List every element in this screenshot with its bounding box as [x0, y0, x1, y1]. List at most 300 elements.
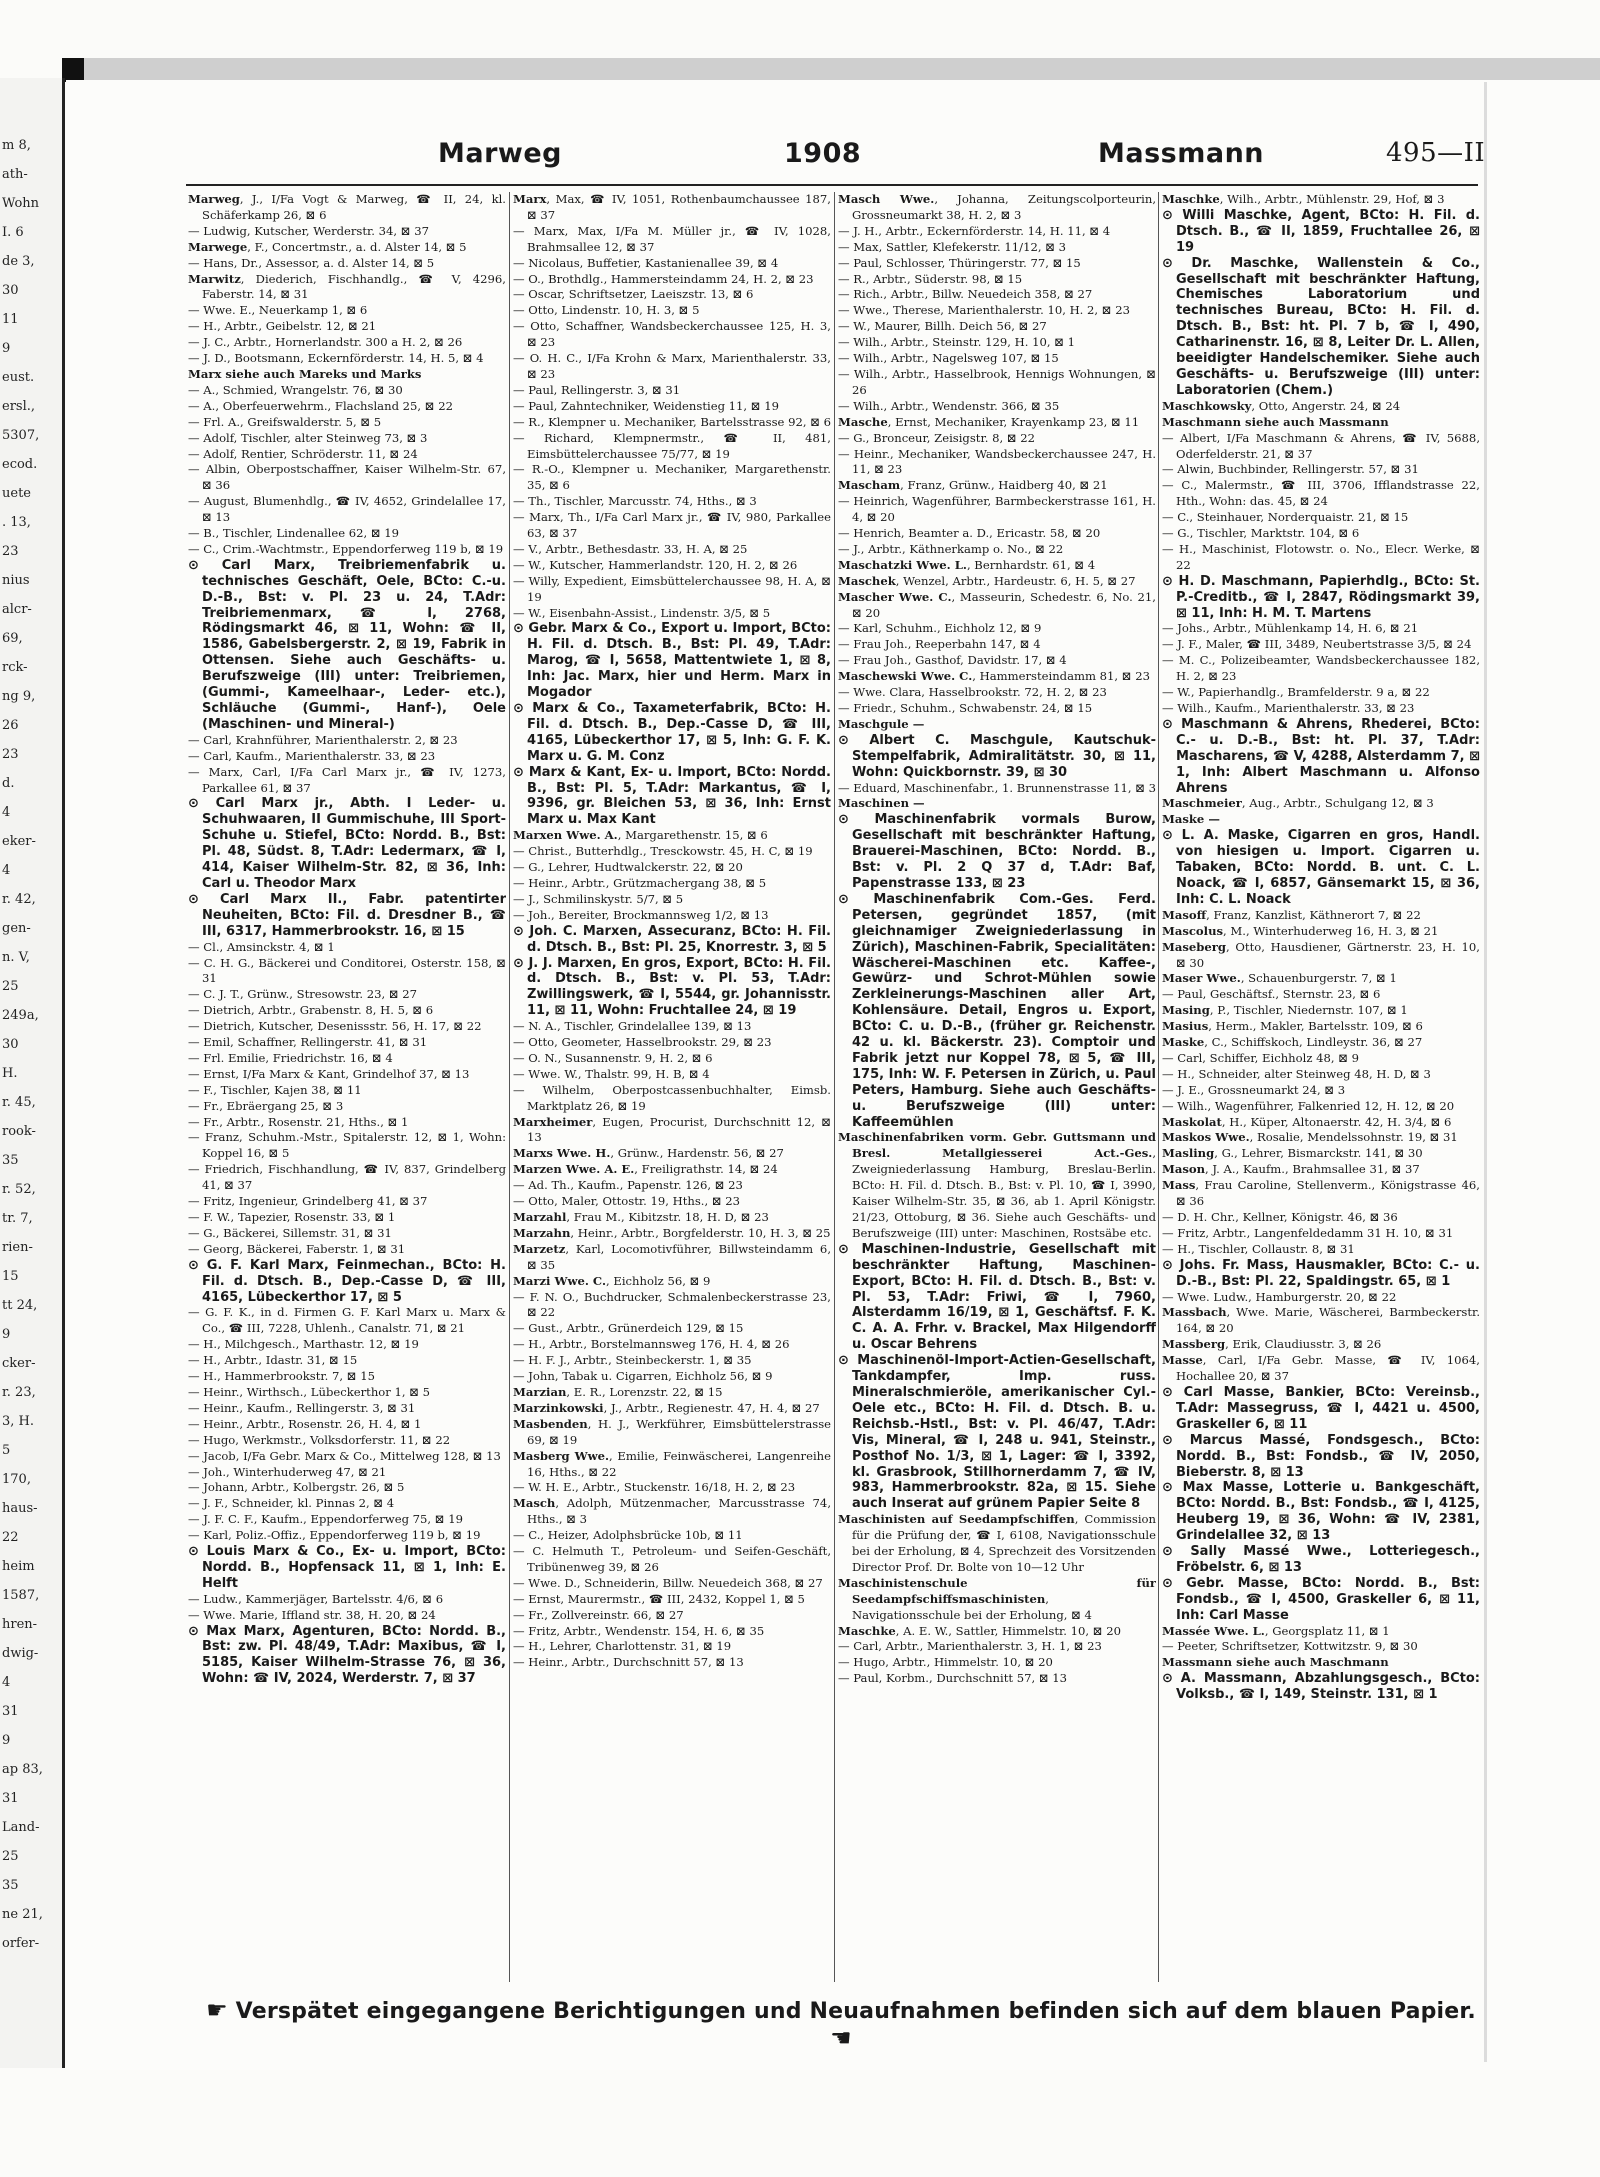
- directory-entry: — W., Kutscher, Hammerlandstr. 120, H. 2, ⊠ 26: [513, 557, 798, 572]
- directory-entry: — Peeter, Schriftsetzer, Kottwitzstr. 9, ⊠ 30: [1162, 1639, 1418, 1654]
- directory-entry: ⊙ A. Massmann, Abzahlungsgesch., BCto: Volksb., ☎ I, 149, Steinstr. 131, ⊠ 1: [1162, 1671, 1480, 1703]
- directory-entry: — Henrich, Beamter a. D., Ericastr. 58, ⊠ 20: [838, 526, 1101, 541]
- prev-page-fragment: gen-: [2, 921, 31, 936]
- column-divider: [834, 192, 835, 1982]
- running-head-first-entry: Marweg: [438, 138, 562, 169]
- page-edge-shadow: [1484, 82, 1487, 2062]
- directory-entry: — W., Maurer, Billh. Deich 56, ⊠ 27: [838, 319, 1047, 334]
- directory-entry: — H., Arbtr., Borstelmannsweg 176, H. 4, ⊠ 26: [513, 1337, 790, 1352]
- prev-page-fragment: 22: [2, 1530, 19, 1545]
- directory-entry: — Johs., Arbtr., Mühlenkamp 14, H. 6, ⊠ 21: [1162, 621, 1419, 636]
- column-divider: [509, 192, 510, 1982]
- directory-entry: — C., Malermstr., ☎ III, 3706, Ifflandstrasse 22, Hth., Wohn: das. 45, ⊠ 24: [1162, 478, 1480, 509]
- directory-entry: — N. A., Tischler, Grindelallee 139, ⊠ 13: [513, 1019, 752, 1034]
- prev-page-fragment: r. 45,: [2, 1095, 36, 1110]
- directory-entry: — August, Blumenhdlg., ☎ IV, 4652, Grindelallee 17, ⊠ 13: [188, 494, 506, 525]
- directory-entry: — Oscar, Schriftsetzer, Laeiszstr. 13, ⊠ 6: [513, 287, 754, 302]
- directory-entry: — Frl. A., Greifswalderstr. 5, ⊠ 5: [188, 414, 382, 429]
- directory-entry: — H., Lehrer, Charlottenstr. 31, ⊠ 19: [513, 1639, 732, 1654]
- directory-entry: — Wwe. W., Thalstr. 99, H. B, ⊠ 4: [513, 1066, 710, 1081]
- prev-page-fragment: 249a,: [2, 1008, 39, 1023]
- directory-entry: — Otto, Schaffner, Wandsbeckerchaussee 125, H. 3, ⊠ 23: [513, 319, 831, 350]
- prev-page-fragment: rck-: [2, 660, 28, 675]
- directory-entry: — Adolf, Rentier, Schröderstr. 11, ⊠ 24: [188, 446, 418, 461]
- directory-entry: — J., Arbtr., Käthnerkamp o. No., ⊠ 22: [838, 541, 1064, 556]
- directory-entry: — John, Tabak u. Cigarren, Eichholz 56, ⊠ 9: [513, 1369, 773, 1384]
- directory-entry: Maske —: [1162, 812, 1220, 827]
- directory-entry: — Paul, Zahntechniker, Weidenstieg 11, ⊠ 19: [513, 398, 779, 413]
- directory-entry: ⊙ Marx & Co., Taxameterfabrik, BCto: H. Fil. d. Dtsch. B., Dep.-Casse D, ☎ III, 4165, Lübeckerthor 17, ⊠ 5, Inh: G. F. K. Marx u. G. M. Conz: [513, 701, 831, 764]
- prev-page-fragment: Wohn: [2, 196, 40, 211]
- directory-entry: — Adolf, Tischler, alter Steinweg 73, ⊠ 3: [188, 430, 428, 445]
- directory-entry: Marx siehe auch Mareks und Marks: [188, 366, 422, 381]
- scan-corner-mark: [62, 58, 84, 82]
- directory-entry: — Ludwig, Kutscher, Werderstr. 34, ⊠ 37: [188, 223, 429, 238]
- directory-entry: Marzinkowski, J., Arbtr., Regienestr. 47, H. 4, ⊠ 27: [513, 1400, 820, 1415]
- directory-entry: — Fr., Ebräergang 25, ⊠ 3: [188, 1098, 344, 1113]
- directory-entry: — J., Schmilinskystr. 5/7, ⊠ 5: [513, 891, 684, 906]
- directory-entry: — Jacob, I/Fa Gebr. Marx & Co., Mittelweg 128, ⊠ 13: [188, 1448, 501, 1463]
- directory-entry: Marzahl, Frau M., Kibitzstr. 18, H. D, ⊠ 23: [513, 1210, 769, 1224]
- directory-entry: — Wilh., Arbtr., Hasselbrook, Hennigs Wohnungen, ⊠ 26: [838, 366, 1156, 397]
- directory-entry: — Joh., Winterhuderweg 47, ⊠ 21: [188, 1464, 387, 1479]
- directory-entry: — Frl. Emilie, Friedrichstr. 16, ⊠ 4: [188, 1050, 393, 1065]
- prev-page-fragment: nius: [2, 573, 30, 588]
- directory-entry: ⊙ Dr. Maschke, Wallenstein & Co., Gesellschaft mit beschränkter Haftung, Chemisches Laboratorium und technisches Bureau, BCto: H. Fil. d. Dtsch. B., Bst: ht. Pl. 7 b, ☎ I, 490, Catharinenstr. 16, ⊠ 8, Leiter Dr. L. Allen, beeidigter Handelschemiker. Siehe auch Geschäfts- u. Berufszweige (III) unter: Laboratorien (Chem.): [1162, 255, 1480, 398]
- directory-entry: — G., Bäckerei, Sillemstr. 31, ⊠ 31: [188, 1225, 392, 1240]
- directory-entry: Maschewski Wwe. C., Hammersteindamm 81, ⊠ 23: [838, 669, 1150, 684]
- directory-entry: ⊙ Willi Maschke, Agent, BCto: H. Fil. d. Dtsch. B., ☎ II, 1859, Fruchtallee 26, ⊠ 19: [1162, 207, 1480, 255]
- directory-entry: — Wilh., Kaufm., Marienthalerstr. 33, ⊠ 23: [1162, 701, 1415, 715]
- directory-entry: — G., Tischler, Marktstr. 104, ⊠ 6: [1162, 526, 1360, 541]
- directory-entry: — H., Tischler, Collaustr. 8, ⊠ 31: [1162, 1241, 1355, 1256]
- directory-entry: ⊙ Sally Massé Wwe., Lotteriegesch., Fröbelstr. 6, ⊠ 13: [1162, 1544, 1480, 1575]
- prev-page-fragment: rien-: [2, 1240, 33, 1255]
- previous-page-edge: [0, 78, 65, 2068]
- directory-entry: — J. E., Grossneumarkt 24, ⊠ 3: [1162, 1082, 1346, 1097]
- directory-entry: Maschatzki Wwe. L., Bernhardstr. 61, ⊠ 4: [838, 557, 1096, 572]
- prev-page-fragment: ap 83,: [2, 1762, 43, 1777]
- directory-entry: — C., Steinhauer, Norderquaistr. 21, ⊠ 15: [1162, 510, 1409, 525]
- prev-page-fragment: hren-: [2, 1617, 38, 1632]
- prev-page-fragment: heim: [2, 1559, 35, 1574]
- directory-entry: — J. C., Arbtr., Hornerlandstr. 300 a H. 2, ⊠ 26: [188, 335, 463, 350]
- directory-column-4: [1162, 192, 1480, 1982]
- directory-entry: — Otto, Lindenstr. 10, H. 3, ⊠ 5: [513, 303, 700, 318]
- directory-entry: — C., Heizer, Adolphsbrücke 10b, ⊠ 11: [513, 1528, 743, 1543]
- directory-entry: — B., Tischler, Lindenallee 62, ⊠ 19: [188, 526, 400, 541]
- directory-entry: — Marx, Max, I/Fa M. Müller jr., ☎ IV, 1028, Brahmsallee 12, ⊠ 37: [513, 223, 831, 254]
- directory-entry: Marzian, E. R., Lorenzstr. 22, ⊠ 15: [513, 1384, 723, 1399]
- pointing-hand-icon: ☚: [830, 2024, 852, 2052]
- directory-entry: Masch Wwe., Johanna, Zeitungscolporteurin, Grossneumarkt 38, H. 2, ⊠ 3: [838, 192, 1156, 222]
- directory-entry: — Franz, Schuhm.-Mstr., Spitalerstr. 12, ⊠ 1, Wohn: Koppel 16, ⊠ 5: [188, 1130, 506, 1161]
- prev-page-fragment: 30: [2, 1037, 19, 1052]
- directory-entry: — Albert, I/Fa Maschmann & Ahrens, ☎ IV, 5688, Oderfelderstr. 21, ⊠ 37: [1162, 430, 1480, 461]
- directory-entry: — Wwe. D., Schneiderin, Billw. Neuedeich 368, ⊠ 27: [513, 1575, 823, 1590]
- directory-entry: — Dietrich, Kutscher, Desenissstr. 56, H. 17, ⊠ 22: [188, 1019, 482, 1034]
- running-head-last-entry: Massmann: [1098, 138, 1265, 169]
- directory-entry: Masius, Herm., Makler, Bartelsstr. 109, ⊠ 6: [1162, 1019, 1423, 1034]
- directory-entry: — H., Arbtr., Idastr. 31, ⊠ 15: [188, 1353, 358, 1368]
- directory-entry: ⊙ G. F. Karl Marx, Feinmechan., BCto: H. Fil. d. Dtsch. B., Dep.-Casse D, ☎ III, 4165, Lübeckerthor 17, ⊠ 5: [188, 1257, 506, 1305]
- prev-page-fragment: ne 21,: [2, 1907, 43, 1922]
- directory-entry: — Wwe. E., Neuerkamp 1, ⊠ 6: [188, 303, 368, 318]
- directory-entry: — A., Schmied, Wrangelstr. 76, ⊠ 30: [188, 382, 403, 397]
- directory-entry: Masch, Adolph, Mützenmacher, Marcusstrasse 74, Hths., ⊠ 3: [513, 1496, 831, 1527]
- directory-entry: — M. C., Polizeibeamter, Wandsbeckerchaussee 182, H. 2, ⊠ 23: [1162, 653, 1480, 684]
- directory-entry: — Karl, Poliz.-Offiz., Eppendorferweg 119 b, ⊠ 19: [188, 1528, 481, 1543]
- directory-entry: Maskos Wwe., Rosalie, Mendelssohnstr. 19, ⊠ 31: [1162, 1130, 1458, 1145]
- directory-entry: Marzetz, Karl, Locomotivführer, Billwsteindamm 6, ⊠ 35: [513, 1241, 831, 1272]
- footer-notice: [196, 1996, 1486, 2052]
- directory-entry: Masse, Carl, I/Fa Gebr. Masse, ☎ IV, 1064, Hochallee 20, ⊠ 37: [1162, 1353, 1480, 1384]
- directory-entry: Maschke, Wilh., Arbtr., Mühlenstr. 29, Hof, ⊠ 3: [1162, 192, 1445, 206]
- directory-entry: — Heinr., Mechaniker, Wandsbeckerchaussee 247, H. 11, ⊠ 23: [838, 446, 1156, 477]
- prev-page-fragment: 1587,: [2, 1588, 40, 1603]
- prev-page-fragment: 11: [2, 312, 19, 327]
- prev-page-fragment: ersl.,: [2, 399, 36, 414]
- directory-entry: — Heinr., Arbtr., Durchschnitt 57, ⊠ 13: [513, 1655, 744, 1670]
- directory-entry: — Gust., Arbtr., Grünerdeich 129, ⊠ 15: [513, 1321, 744, 1336]
- directory-entry: Masche, Ernst, Mechaniker, Krayenkamp 23, ⊠ 11: [838, 414, 1140, 429]
- prev-page-fragment: 31: [2, 1791, 19, 1806]
- prev-page-fragment: r. 52,: [2, 1182, 36, 1197]
- directory-entry: Marx, Max, ☎ IV, 1051, Rothenbaumchaussee 187, ⊠ 37: [513, 192, 831, 222]
- directory-entry: ⊙ Carl Marx II., Fabr. patentirter Neuheiten, BCto: Fil. d. Dresdner B., ☎ III, 6317, Hammerbrookstr. 16, ⊠ 15: [188, 891, 506, 939]
- directory-entry: — Marx, Carl, I/Fa Carl Marx jr., ☎ IV, 1273, Parkallee 61, ⊠ 37: [188, 764, 506, 795]
- directory-entry: — G., Bronceur, Zeisigstr. 8, ⊠ 22: [838, 430, 1036, 445]
- directory-entry: — Th., Tischler, Marcusstr. 74, Hths., ⊠ 3: [513, 494, 757, 509]
- directory-entry: — Christ., Butterhdlg., Tresckowstr. 45, H. C, ⊠ 19: [513, 844, 813, 859]
- directory-entry: ⊙ Maschinenfabrik Com.-Ges. Ferd. Petersen, gegründet 1857, (mit gleichnamiger Zweigniederlassung in Zürich), Maschinen-Fabrik, Specialitäten: Wäscherei-Maschinen etc. Kaffee-, Gewürz- und Schrot-Mühlen sowie Zerkleinerungs-Maschinen aller Art, Kohlensäure. Detail, Engros u. Export, BCto: C. u. D.-B., (früher gr. Reichenstr. 42 u. kl. Bäckerstr. 23). Comptoir und Fabrik jetzt nur Koppel 78, ⊠ 5, ☎ III, 175, Inh: W. F. Petersen in Zürich, u. Paul Peters, Hamburg. Siehe auch Geschäfts- u. Berufszweige (III) unter: Kaffeemühlen: [838, 891, 1156, 1130]
- directory-entry: — C. J. T., Grünw., Stresowstr. 23, ⊠ 27: [188, 987, 418, 1002]
- directory-entry: Maschinen —: [838, 796, 925, 811]
- directory-entry: — Ad. Th., Kaufm., Papenstr. 126, ⊠ 23: [513, 1178, 743, 1193]
- directory-entry: — W., Eisenbahn-Assist., Lindenstr. 3/5, ⊠ 5: [513, 605, 771, 620]
- directory-entry: Maschmann siehe auch Massmann: [1162, 414, 1389, 429]
- directory-entry: Maschinisten auf Seedampfschiffen, Commission für die Prüfung der, ☎ I, 6108, Navigationsschule bei der Erholung, ⊠ 4, Sprechzeit des Vorsitzenden Director Prof. Dr. Bolte von 10—12 Uhr: [838, 1512, 1156, 1574]
- page-number: 495—II: [1386, 138, 1486, 168]
- prev-page-fragment: m 8,: [2, 138, 31, 153]
- directory-entry: — Otto, Geometer, Hasselbrookstr. 29, ⊠ 23: [513, 1035, 772, 1050]
- directory-entry: — Heinrich, Wagenführer, Barmbeckerstrasse 161, H. 4, ⊠ 20: [838, 494, 1156, 525]
- directory-entry: ⊙ Carl Masse, Bankier, BCto: Vereinsb., T.Adr: Massegruss, ☎ I, 4421 u. 4500, Graskeller 6, ⊠ 11: [1162, 1384, 1480, 1432]
- directory-entry: Maschinistenschule für Seedampfschiffsmaschinisten, Navigationsschule bei der Erholung, ⊠ 4: [838, 1575, 1156, 1622]
- directory-entry: — C., Crim.-Wachtmstr., Eppendorferweg 119 b, ⊠ 19: [188, 541, 504, 556]
- directory-entry: — Emil, Schaffner, Rellingerstr. 41, ⊠ 31: [188, 1035, 428, 1050]
- directory-entry: — Paul, Korbm., Durchschnitt 57, ⊠ 13: [838, 1671, 1067, 1686]
- directory-entry: Mass, Frau Caroline, Stellenverm., Königstrasse 46, ⊠ 36: [1162, 1178, 1480, 1209]
- directory-entry: — Paul, Geschäftsf., Sternstr. 23, ⊠ 6: [1162, 987, 1381, 1002]
- directory-entry: — Hans, Dr., Assessor, a. d. Alster 14, ⊠ 5: [188, 255, 435, 270]
- directory-entry: Marxheimer, Eugen, Procurist, Durchschnitt 12, ⊠ 13: [513, 1114, 831, 1145]
- directory-entry: Marxen Wwe. A., Margarethenstr. 15, ⊠ 6: [513, 828, 768, 843]
- directory-entry: — F. N. O., Buchdrucker, Schmalenbeckerstrasse 23, ⊠ 22: [513, 1289, 831, 1320]
- directory-entry: — Heinr., Kaufm., Rellingerstr. 3, ⊠ 31: [188, 1400, 416, 1415]
- directory-entry: — J. F. C. F., Kaufm., Eppendorferweg 75, ⊠ 19: [188, 1512, 463, 1527]
- directory-entry: — Rich., Arbtr., Billw. Neuedeich 358, ⊠ 27: [838, 287, 1093, 302]
- directory-entry: — Heinr., Arbtr., Grützmachergang 38, ⊠ 5: [513, 875, 767, 890]
- directory-entry: — Friedrich, Fischhandlung, ☎ IV, 837, Grindelberg 41, ⊠ 37: [188, 1162, 506, 1193]
- prev-page-fragment: 3, H.: [2, 1414, 35, 1429]
- directory-entry: ⊙ Carl Marx jr., Abth. I Leder- u. Schuhwaaren, II Gummischuhe, III Sport-Schuhe u. Stiefel, BCto: Nordd. B., Bst: Pl. 48, Südst. 8, T.Adr: Ledermarx, ☎ I, 414, Kaiser Wilhelm-Str. 82, ⊠ 36, Inh: Carl u. Theodor Marx: [188, 796, 506, 891]
- directory-entry: — H., Arbtr., Geibelstr. 12, ⊠ 21: [188, 319, 377, 334]
- directory-entry: — H., Milchgesch., Marthastr. 12, ⊠ 19: [188, 1337, 419, 1352]
- directory-entry: ⊙ Marx & Kant, Ex- u. Import, BCto: Nordd. B., Bst: Pl. 5, T.Adr: Markantus, ☎ I, 9396, gr. Bleichen 53, ⊠ 36, Inh: Ernst Marx u. Max Kant: [513, 764, 831, 828]
- directory-entry: — Wilh., Arbtr., Wendenstr. 366, ⊠ 35: [838, 398, 1060, 413]
- prev-page-fragment: 35: [2, 1153, 19, 1168]
- directory-entry: — O., Brothdlg., Hammersteindamm 24, H. 2, ⊠ 23: [513, 271, 814, 286]
- prev-page-fragment: 69,: [2, 631, 23, 646]
- directory-entry: — Nicolaus, Buffetier, Kastanienallee 39, ⊠ 4: [513, 255, 779, 270]
- directory-entry: — Ernst, I/Fa Marx & Kant, Grindelhof 37, ⊠ 13: [188, 1066, 470, 1081]
- directory-entry: ⊙ Marcus Massé, Fondsgesch., BCto: Nordd. B., Bst: Fondsb., ☎ IV, 2050, Bieberstr. 8, ⊠ 13: [1162, 1432, 1480, 1480]
- directory-entry: Massée Wwe. L., Georgsplatz 11, ⊠ 1: [1162, 1623, 1390, 1638]
- prev-page-fragment: 25: [2, 979, 19, 994]
- prev-page-fragment: 26: [2, 718, 19, 733]
- directory-entry: ⊙ J. J. Marxen, En gros, Export, BCto: H. Fil. d. Dtsch. B., Bst: v. Pl. 53, T.Adr: Zwillingswerk, ☎ I, 5544, gr. Johannisstr. 11, ⊠ 11, Wohn: Fruchtallee 24, ⊠ 19: [513, 955, 831, 1019]
- directory-entry: ⊙ Albert C. Maschgule, Kautschuk-Stempelfabrik, Admiralitätstr. 30, ⊠ 11, Wohn: Quickbornstr. 39, ⊠ 30: [838, 732, 1156, 780]
- prev-page-fragment: uete: [2, 486, 31, 501]
- prev-page-fragment: . 13,: [2, 515, 31, 530]
- directory-entry: — F. W., Tapezier, Rosenstr. 33, ⊠ 1: [188, 1210, 396, 1224]
- prev-page-fragment: 31: [2, 1704, 19, 1719]
- directory-entry: Marzahn, Heinr., Arbtr., Borgfelderstr. 10, H. 3, ⊠ 25: [513, 1225, 831, 1240]
- directory-entry: — R.-O., Klempner u. Mechaniker, Margarethenstr. 35, ⊠ 6: [513, 462, 831, 493]
- directory-entry: Maschke, A. E. W., Sattler, Himmelstr. 10, ⊠ 20: [838, 1623, 1121, 1638]
- directory-entry: — Hugo, Werkmstr., Volksdorferstr. 11, ⊠ 22: [188, 1432, 451, 1447]
- directory-entry: Marwitz, Diederich, Fischhandlg., ☎ V, 4296, Faberstr. 14, ⊠ 31: [188, 271, 506, 302]
- prev-page-fragment: 4: [2, 863, 11, 878]
- prev-page-fragment: 5: [2, 1443, 11, 1458]
- directory-entry: — H., Schneider, alter Steinweg 48, H. D, ⊠ 3: [1162, 1066, 1431, 1081]
- directory-entry: — C. Helmuth T., Petroleum- und Seifen-Geschäft, Tribünenweg 39, ⊠ 26: [513, 1544, 831, 1574]
- directory-entry: ⊙ Maschmann & Ahrens, Rhederei, BCto: C.- u. D.-B., Bst: ht. Pl. 37, T.Adr: Mascharens, ☎ V, 4288, Alsterdamm 7, ⊠ 1, Inh: Albert Maschmann u. Alfonso Ahrens: [1162, 716, 1480, 796]
- directory-entry: Masoff, Franz, Kanzlist, Käthnerort 7, ⊠ 22: [1162, 907, 1421, 922]
- directory-entry: Mason, J. A., Kaufm., Brahmsallee 31, ⊠ 37: [1162, 1162, 1420, 1177]
- directory-entry: — Georg, Bäckerei, Faberstr. 1, ⊠ 31: [188, 1241, 406, 1256]
- scan-top-edge: [62, 58, 1600, 82]
- directory-entry: — Richard, Klempnermstr., ☎ II, 481, Eimsbüttelerchaussee 75/77, ⊠ 19: [513, 430, 831, 461]
- directory-entry: — Heinr., Wirthsch., Lübeckerthor 1, ⊠ 5: [188, 1384, 431, 1399]
- directory-entry: ⊙ Louis Marx & Co., Ex- u. Import, BCto: Nordd. B., Hopfensack 11, ⊠ 1, Inh: E. Helft: [188, 1544, 506, 1591]
- directory-entry: — Friedr., Schuhm., Schwabenstr. 24, ⊠ 15: [838, 701, 1093, 715]
- running-head-year: 1908: [784, 138, 862, 169]
- directory-entry: — Joh., Bereiter, Brockmannsweg 1/2, ⊠ 13: [513, 907, 769, 922]
- directory-entry: — Johann, Arbtr., Kolbergstr. 26, ⊠ 5: [188, 1480, 405, 1495]
- prev-page-fragment: 4: [2, 805, 11, 820]
- directory-entry: ⊙ H. D. Maschmann, Papierhdlg., BCto: St. P.-Creditb., ☎ I, 2847, Rödingsmarkt 39, ⊠ 11, Inh: H. M. T. Martens: [1162, 573, 1480, 621]
- directory-entry: — F., Tischler, Kajen 38, ⊠ 11: [188, 1082, 362, 1097]
- directory-entry: — Eduard, Maschinenfabr., 1. Brunnenstrasse 11, ⊠ 3: [838, 780, 1156, 795]
- prev-page-fragment: H.: [2, 1066, 18, 1081]
- prev-page-fragment: ecod.: [2, 457, 38, 472]
- directory-entry: Maseberg, Otto, Hausdiener, Gärtnerstr. 23, H. 10, ⊠ 30: [1162, 939, 1480, 970]
- directory-entry: — J. F., Schneider, kl. Pinnas 2, ⊠ 4: [188, 1496, 395, 1511]
- directory-column-1: [188, 192, 506, 1982]
- directory-entry: Marzen Wwe. A. E., Freiligrathstr. 14, ⊠ 24: [513, 1162, 778, 1177]
- prev-page-fragment: 15: [2, 1269, 19, 1284]
- directory-entry: Mascolus, M., Winterhuderweg 16, H. 3, ⊠ 21: [1162, 923, 1439, 938]
- prev-page-fragment: alcr-: [2, 602, 32, 617]
- prev-page-fragment: eust.: [2, 370, 35, 385]
- directory-entry: Mascham, Franz, Grünw., Haidberg 40, ⊠ 21: [838, 478, 1108, 493]
- prev-page-fragment: eker-: [2, 834, 36, 849]
- directory-entry: — H. F. J., Arbtr., Steinbeckerstr. 1, ⊠ 35: [513, 1353, 752, 1368]
- directory-entry: — A., Oberfeuerwehrm., Flachsland 25, ⊠ 22: [188, 398, 453, 413]
- directory-entry: — Ludw., Kammerjäger, Bartelsstr. 4/6, ⊠ 6: [188, 1591, 444, 1606]
- directory-entry: — R., Arbtr., Süderstr. 98, ⊠ 15: [838, 271, 1023, 286]
- prev-page-fragment: cker-: [2, 1356, 36, 1371]
- directory-entry: — Wilhelm, Oberpostcassenbuchhalter, Eimsb. Marktplatz 26, ⊠ 19: [513, 1082, 831, 1113]
- prev-page-fragment: rook-: [2, 1124, 36, 1139]
- directory-entry: — H., Maschinist, Flotowstr. o. No., Elecr. Werke, ⊠ 22: [1162, 541, 1480, 572]
- directory-entry: — O. N., Susannenstr. 9, H. 2, ⊠ 6: [513, 1050, 713, 1065]
- directory-entry: — Hugo, Arbtr., Himmelstr. 10, ⊠ 20: [838, 1655, 1053, 1670]
- directory-entry: ⊙ Maschinenöl-Import-Actien-Gesellschaft, Tankdampfer, Imp. russ. Mineralschmieröle, amerikanischer Cyl.-Oele etc., BCto: H. Fil. d. Dtsch. B. u. Reichsb.-Hstl., Bst: v. Pl. 46/47, T.Adr: Vis, Mineral, ☎ I, 248 u. 941, Steinstr., Posthof No. 1/3, ⊠ 1, Lager: ☎ I, 3392, kl. Grasbrook, Stillhornerdamm 7, ☎ IV, 983, Hammerbrookstr. 82a, ⊠ 15. Siehe auch Inserat auf grünem Papier Seite 8: [838, 1353, 1156, 1512]
- prev-page-fragment: 4: [2, 1675, 11, 1690]
- directory-entry: — Cl., Amsinckstr. 4, ⊠ 1: [188, 939, 335, 954]
- prev-page-fragment: 23: [2, 544, 19, 559]
- directory-entry: ⊙ Carl Marx, Treibriemenfabrik u. technisches Geschäft, Oele, BCto: C.-u. D.-B., Bst: v. Pl. 23 u. 24, T.Adr: Treibriemenmarx, ☎ I, 2768, Rödingsmarkt 46, ⊠ 11, Wohn: ☎ II, 1586, Gabelsbergerstr. 2, ⊠ 19, Fabrik in Ottensen. Siehe auch Geschäfts- u. Berufszweige (III) unter: Treibriemen, (Gummi-, Kameelhaar-, Leder- etc.), Schläuche (Gummi-, Hanf-), Oele (Maschinen- und Mineral-): [188, 557, 506, 732]
- directory-entry: — C. H. G., Bäckerei und Conditorei, Osterstr. 158, ⊠ 31: [188, 955, 506, 986]
- prev-page-fragment: de 3,: [2, 254, 35, 269]
- directory-entry: — Otto, Maler, Ottostr. 19, Hths., ⊠ 23: [513, 1194, 741, 1209]
- directory-entry: ⊙ Gebr. Marx & Co., Export u. Import, BCto: H. Fil. d. Dtsch. B., Bst: Pl. 49, T.Adr: Marog, ☎ I, 5658, Mattentwiete 1, ⊠ 8, Inh: Jac. Marx, hier und Herm. Marx in Mogador: [513, 621, 831, 701]
- pointing-hand-icon: ☛: [206, 1996, 228, 2024]
- directory-entry: — Carl, Schiffer, Eichholz 48, ⊠ 9: [1162, 1050, 1360, 1065]
- prev-page-fragment: ath-: [2, 167, 28, 182]
- directory-entry: — Albin, Oberpostschaffner, Kaiser Wilhelm-Str. 67, ⊠ 36: [188, 462, 506, 493]
- directory-entry: — V., Arbtr., Bethesdastr. 33, H. A, ⊠ 25: [513, 541, 748, 556]
- prev-page-fragment: Land-: [2, 1820, 40, 1835]
- prev-page-fragment: I. 6: [2, 225, 24, 240]
- directory-entry: — Wilh., Wagenführer, Falkenried 12, H. 12, ⊠ 20: [1162, 1098, 1455, 1113]
- directory-entry: — Marx, Th., I/Fa Carl Marx jr., ☎ IV, 980, Parkallee 63, ⊠ 37: [513, 510, 831, 541]
- directory-entry: — Dietrich, Arbtr., Grabenstr. 8, H. 5, ⊠ 6: [188, 1003, 434, 1018]
- directory-entry: ⊙ Max Masse, Lotterie u. Bankgeschäft, BCto: Nordd. B., Bst: Fondsb., ☎ I, 4125, Heuberg 19, ⊠ 36, Wohn: ☎ IV, 2381, Grindelallee 32, ⊠ 13: [1162, 1480, 1480, 1544]
- directory-entry: — W. H. E., Arbtr., Stuckenstr. 16/18, H. 2, ⊠ 23: [513, 1480, 796, 1495]
- directory-entry: — Wilh., Arbtr., Steinstr. 129, H. 10, ⊠ 1: [838, 335, 1076, 350]
- directory-entry: Maschek, Wenzel, Arbtr., Hardeustr. 6, H. 5, ⊠ 27: [838, 573, 1136, 588]
- directory-entry: — Wwe., Therese, Marienthalerstr. 10, H. 2, ⊠ 23: [838, 303, 1130, 318]
- directory-entry: Masbenden, H. J., Werkführer, Eimsbüttelerstrasse 69, ⊠ 19: [513, 1416, 831, 1447]
- directory-entry: Maske, C., Schiffskoch, Lindleystr. 36, ⊠ 27: [1162, 1035, 1423, 1050]
- directory-entry: Masing, P., Tischler, Niedernstr. 107, ⊠ 1: [1162, 1003, 1408, 1018]
- directory-entry: Masberg Wwe., Emilie, Feinwäscherei, Langenreihe 16, Hths., ⊠ 22: [513, 1448, 831, 1479]
- prev-page-fragment: 25: [2, 1849, 19, 1864]
- prev-page-fragment: 170,: [2, 1472, 31, 1487]
- directory-entry: Massberg, Erik, Claudiusstr. 3, ⊠ 26: [1162, 1337, 1382, 1352]
- directory-entry: — H., Hammerbrookstr. 7, ⊠ 15: [188, 1369, 375, 1384]
- prev-page-fragment: 30: [2, 283, 19, 298]
- directory-entry: Marwege, F., Concertmstr., a. d. Alster 14, ⊠ 5: [188, 239, 467, 254]
- directory-entry: — Fr., Zollvereinstr. 66, ⊠ 27: [513, 1607, 684, 1622]
- directory-entry: — R., Klempner u. Mechaniker, Bartelsstrasse 92, ⊠ 6: [513, 414, 831, 429]
- directory-entry: Massmann siehe auch Maschmann: [1162, 1655, 1389, 1670]
- directory-entry: Maser Wwe., Schauenburgerstr. 7, ⊠ 1: [1162, 971, 1397, 986]
- directory-entry: Masling, G., Lehrer, Bismarckstr. 141, ⊠ 30: [1162, 1146, 1423, 1161]
- directory-entry: ⊙ Maschinenfabrik vormals Burow, Gesellschaft mit beschränkter Haftung, Brauerei-Maschinen, BCto: Nordd. B., Bst: v. Pl. 2 Q 37 d, T.Adr: Baf, Papenstrasse 133, ⊠ 23: [838, 812, 1156, 891]
- directory-entry: — Wilh., Arbtr., Nagelsweg 107, ⊠ 15: [838, 351, 1059, 366]
- prev-page-fragment: tr. 7,: [2, 1211, 33, 1226]
- directory-entry: — Carl, Kaufm., Marienthalerstr. 33, ⊠ 23: [188, 748, 436, 763]
- prev-page-fragment: tt 24,: [2, 1298, 38, 1313]
- directory-entry: — Alwin, Buchbinder, Rellingerstr. 57, ⊠ 31: [1162, 462, 1419, 477]
- column-divider: [1158, 192, 1159, 1982]
- directory-entry: Maschkowsky, Otto, Angerstr. 24, ⊠ 24: [1162, 398, 1401, 413]
- directory-entry: Massbach, Wwe. Marie, Wäscherei, Barmbeckerstr. 164, ⊠ 20: [1162, 1305, 1480, 1336]
- prev-page-fragment: r. 23,: [2, 1385, 36, 1400]
- footer-notice-text: Verspätet eingegangene Berichtigungen und Neuaufnahmen befinden sich auf dem blauen Papier.: [235, 1999, 1476, 2024]
- directory-entry: — Carl, Arbtr., Marienthalerstr. 3, H. 1, ⊠ 23: [838, 1639, 1102, 1654]
- directory-entry: ⊙ Maschinen-Industrie, Gesellschaft mit beschränkter Haftung, Maschinen-Export, BCto: H. Fil. d. Dtsch. B., Bst: v. Pl. 53, T.Adr: Friwi, ☎ I, 7960, Alsterdamm 16/19, ⊠ 1, Geschäftsf. F. K. C. A. A. Frhr. v. Brackel, Max Hilgendorff u. Oscar Behrens: [838, 1241, 1156, 1353]
- directory-entry: — J. F., Maler, ☎ III, 3489, Neubertstrasse 3/5, ⊠ 24: [1162, 637, 1472, 652]
- directory-entry: — Carl, Krahnführer, Marienthalerstr. 2, ⊠ 23: [188, 732, 458, 747]
- directory-entry: — Fritz, Ingenieur, Grindelberg 41, ⊠ 37: [188, 1194, 428, 1209]
- prev-page-fragment: n. V,: [2, 950, 30, 965]
- directory-entry: — Frau Joh., Gasthof, Davidstr. 17, ⊠ 4: [838, 653, 1067, 668]
- directory-column-2: [513, 192, 831, 1982]
- header-rule: [186, 184, 1478, 186]
- prev-page-fragment: orfer-: [2, 1936, 40, 1951]
- directory-entry: ⊙ Max Marx, Agenturen, BCto: Nordd. B., Bst: zw. Pl. 48/49, T.Adr: Maxibus, ☎ I, 5185, Kaiser Wilhelm-Strasse 76, ⊠ 36, Wohn: ☎ IV, 2024, Werderstr. 7, ⊠ 37: [188, 1623, 506, 1687]
- prev-page-fragment: 9: [2, 341, 11, 356]
- directory-entry: — Paul, Rellingerstr. 3, ⊠ 31: [513, 382, 681, 397]
- directory-entry: Marzi Wwe. C., Eichholz 56, ⊠ 9: [513, 1273, 711, 1288]
- prev-page-fragment: 23: [2, 747, 19, 762]
- prev-page-fragment: 35: [2, 1878, 19, 1893]
- directory-entry: — W., Papierhandlg., Bramfelderstr. 9 a, ⊠ 22: [1162, 685, 1430, 700]
- directory-entry: — J. D., Bootsmann, Eckernförderstr. 14, H. 5, ⊠ 4: [188, 351, 484, 366]
- directory-column-3: [838, 192, 1156, 1982]
- directory-entry: — Fr., Arbtr., Rosenstr. 21, Hths., ⊠ 1: [188, 1114, 409, 1129]
- directory-entry: Maskolat, H., Küper, Altonaerstr. 42, H. 3/4, ⊠ 6: [1162, 1114, 1452, 1129]
- directory-entry: — Fritz, Arbtr., Wendenstr. 154, H. 6, ⊠ 35: [513, 1623, 765, 1638]
- directory-entry: Mascher Wwe. C., Masseurin, Schedestr. 6, No. 21, ⊠ 20: [838, 589, 1156, 620]
- directory-entry: — O. H. C., I/Fa Krohn & Marx, Marienthalerstr. 33, ⊠ 23: [513, 351, 831, 381]
- directory-entry: ⊙ Joh. C. Marxen, Assecuranz, BCto: H. Fil. d. Dtsch. B., Bst: Pl. 25, Knorrestr. 3, ⊠ 5: [513, 923, 831, 955]
- directory-entry: — Wwe. Ludw., Hamburgerstr. 20, ⊠ 22: [1162, 1289, 1397, 1304]
- prev-page-fragment: dwig-: [2, 1646, 39, 1661]
- prev-page-fragment: 9: [2, 1733, 11, 1748]
- directory-entry: — Wwe. Marie, Iffland str. 38, H. 20, ⊠ 24: [188, 1607, 436, 1622]
- directory-entry: Maschmeier, Aug., Arbtr., Schulgang 12, ⊠ 3: [1162, 796, 1434, 811]
- directory-entry: — G. F. K., in d. Firmen G. F. Karl Marx u. Marx & Co., ☎ III, 7228, Uhlenh., Canalstr. 71, ⊠ 21: [188, 1305, 506, 1336]
- directory-entry: — Ernst, Maurermstr., ☎ III, 2432, Koppel 1, ⊠ 5: [513, 1591, 805, 1606]
- directory-entry: ⊙ L. A. Maske, Cigarren en gros, Handl. von hiesigen u. Import. Cigarren u. Tabaken, BCto: Nordd. B. unt. C. L. Noack, ☎ I, 6857, Gänsemarkt 15, ⊠ 36, Inh: C. L. Noack: [1162, 828, 1480, 907]
- directory-entry: — D. H. Chr., Kellner, Königstr. 46, ⊠ 36: [1162, 1210, 1398, 1224]
- directory-entry: — Frau Joh., Reeperbahn 147, ⊠ 4: [838, 637, 1041, 652]
- directory-entry: — Max, Sattler, Klefekerstr. 11/12, ⊠ 3: [838, 239, 1066, 254]
- prev-page-fragment: r. 42,: [2, 892, 36, 907]
- directory-entry: Maschgule —: [838, 716, 925, 731]
- directory-entry: Maschinenfabriken vorm. Gebr. Guttsmann und Bresl. Metallgiesserei Act.-Ges., Zweigniederlassung Hamburg, Breslau-Berlin. BCto: H. Fil. d. Dtsch. B., Bst: v. Pl. 10, ☎ I, 3990, Kaiser Wilhelm-Str. 35, ⊠ 36, ab 1. April Königstr. 21/23, Ottoburg, ⊠ 36. Siehe auch Geschäfts- und Berufszweige (III) unter: Maschinen, Rostsäbe etc.: [838, 1130, 1156, 1240]
- directory-entry: — J. H., Arbtr., Eckernförderstr. 14, H. 11, ⊠ 4: [838, 223, 1111, 238]
- prev-page-fragment: haus-: [2, 1501, 38, 1516]
- directory-entry: Marxs Wwe. H., Grünw., Hardenstr. 56, ⊠ 27: [513, 1146, 784, 1161]
- directory-entry: ⊙ Gebr. Masse, BCto: Nordd. B., Bst: Fondsb., ☎ I, 4500, Graskeller 6, ⊠ 11, Inh: Carl Masse: [1162, 1575, 1480, 1623]
- directory-entry: — G., Lehrer, Hudtwalckerstr. 22, ⊠ 20: [513, 860, 743, 875]
- directory-entry: — Paul, Schlosser, Thüringerstr. 77, ⊠ 15: [838, 255, 1081, 270]
- directory-entry: — Karl, Schuhm., Eichholz 12, ⊠ 9: [838, 621, 1042, 636]
- directory-entry: — Willy, Expedient, Eimsbüttelerchaussee 98, H. A, ⊠ 19: [513, 573, 831, 604]
- directory-entry: ⊙ Johs. Fr. Mass, Hausmakler, BCto: C.- u. D.-B., Bst: Pl. 22, Spaldingstr. 65, ⊠ 1: [1162, 1257, 1480, 1289]
- directory-entry: — Wwe. Clara, Hasselbrookstr. 72, H. 2, ⊠ 23: [838, 685, 1107, 700]
- directory-entry: — Heinr., Arbtr., Rosenstr. 26, H. 4, ⊠ 1: [188, 1416, 422, 1431]
- prev-page-fragment: ng 9,: [2, 689, 36, 704]
